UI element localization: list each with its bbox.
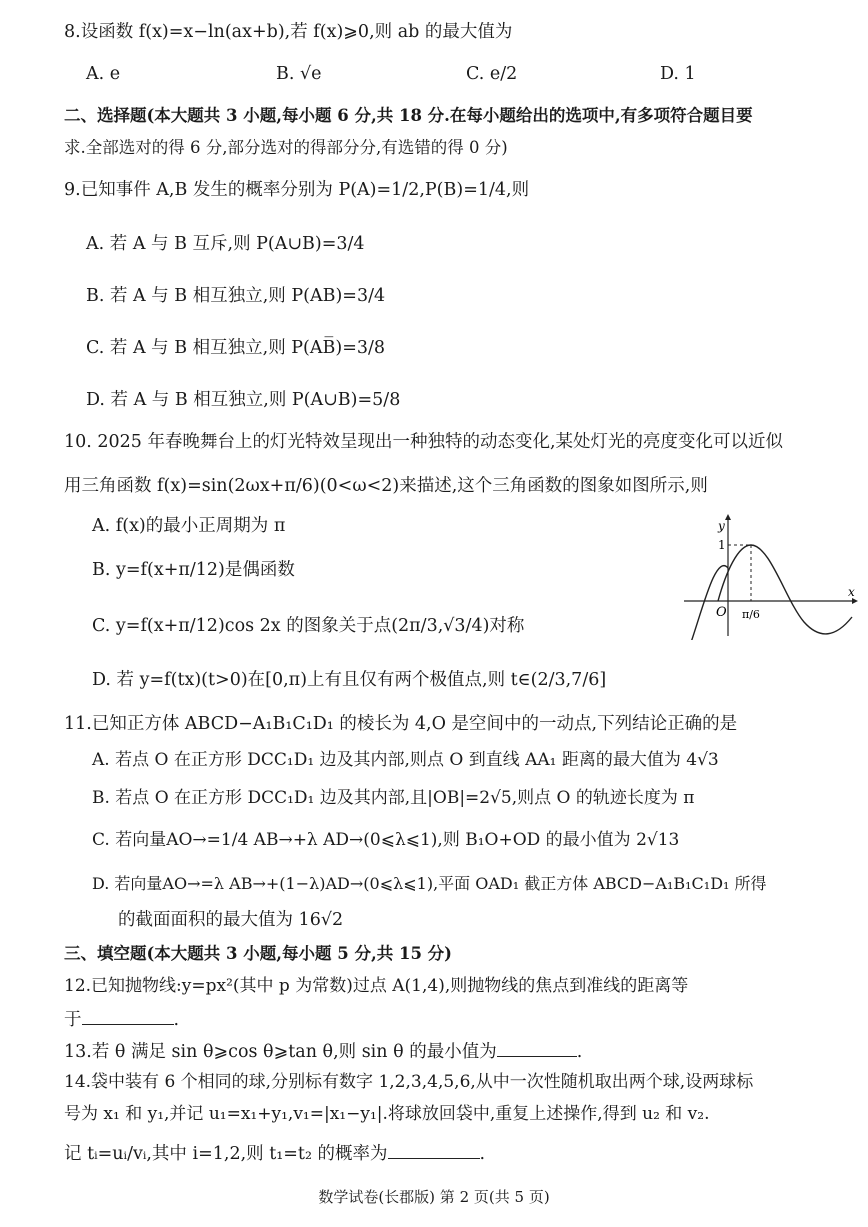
section3-heading: 三、填空题(本大题共 3 小题,每小题 5 分,共 15 分) bbox=[64, 944, 452, 963]
graph-origin-label: O bbox=[716, 605, 727, 620]
q8-option-b: B. √e bbox=[276, 64, 322, 84]
q9-option-d: D. 若 A 与 B 相互独立,则 P(A∪B)=5/8 bbox=[86, 390, 401, 410]
q8-option-c: C. e/2 bbox=[466, 64, 518, 84]
q14-stem-line1: 14.袋中装有 6 个相同的球,分别标有数字 1,2,3,4,5,6,从中一次性随机取出两个球,设两球标 bbox=[64, 1072, 754, 1092]
q10-option-d: D. 若 y=f(tx)(t>0)在[0,π)上有且仅有两个极值点,则 t∈(2/3,7/6] bbox=[92, 670, 607, 690]
sine-graph-figure bbox=[680, 512, 858, 640]
q10-option-b: B. y=f(x+π/12)是偶函数 bbox=[92, 560, 295, 580]
graph-peak-label: 1 bbox=[718, 538, 726, 552]
q12-stem-line2: 于 . bbox=[64, 1006, 179, 1032]
q14-line3: 记 tᵢ=uᵢ/vᵢ,其中 i=1,2,则 t₁=t₂ 的概率为 . bbox=[64, 1140, 485, 1166]
q10-stem-line1: 10. 2025 年春晚舞台上的灯光特效呈现出一种独特的动态变化,某处灯光的亮度变化可以近似 bbox=[64, 432, 784, 452]
page-footer: 数学试卷(长郡版) 第 2 页(共 5 页) bbox=[318, 1188, 550, 1206]
q12-answer-blank[interactable] bbox=[82, 1006, 174, 1025]
q13-answer-blank[interactable] bbox=[497, 1038, 577, 1057]
q11-option-b: B. 若点 O 在正方形 DCC₁D₁ 边及其内部,且|OB|=2√5,则点 O 的轨迹长度为 π bbox=[92, 788, 695, 808]
graph-y-axis-arrow-icon bbox=[725, 514, 731, 520]
q11-option-a: A. 若点 O 在正方形 DCC₁D₁ 边及其内部,则点 O 到直线 AA₁ 距离的最大值为 4√3 bbox=[92, 750, 719, 770]
q10-option-c: C. y=f(x+π/12)cos 2x 的图象关于点(2π/3,√3/4)对称 bbox=[92, 616, 525, 636]
graph-tick-label: π/6 bbox=[742, 608, 760, 621]
q10-stem-line2: 用三角函数 f(x)=sin(2ωx+π/6)(0<ω<2)来描述,这个三角函数的图象如图所示,则 bbox=[64, 476, 708, 496]
q11-stem: 11.已知正方体 ABCD−A₁B₁C₁D₁ 的棱长为 4,O 是空间中的一动点,下列结论正确的是 bbox=[64, 714, 738, 734]
q8-option-d: D. 1 bbox=[660, 64, 696, 84]
graph-x-label: x bbox=[848, 585, 855, 599]
q14-stem-line3: 记 tᵢ=uᵢ/vᵢ,其中 i=1,2,则 t₁=t₂ 的概率为 bbox=[64, 1144, 388, 1164]
q12-stem-line2-text: 于 bbox=[64, 1010, 82, 1030]
q11-option-d-continued: 的截面面积的最大值为 16√2 bbox=[118, 910, 344, 930]
q9-stem: 9.已知事件 A,B 发生的概率分别为 P(A)=1/2,P(B)=1/4,则 bbox=[64, 180, 530, 200]
q8-option-a: A. e bbox=[86, 64, 121, 84]
q13-stem: 13.若 θ 满足 sin θ⩾cos θ⩾tan θ,则 sin θ 的最小值为 bbox=[64, 1042, 497, 1062]
graph-y-label: y bbox=[718, 519, 725, 533]
q9-option-a: A. 若 A 与 B 互斥,则 P(A∪B)=3/4 bbox=[86, 234, 365, 254]
q11-option-c: C. 若向量AO→=1/4 AB→+λ AD→(0⩽λ⩽1),则 B₁O+OD 的最小值为 2√13 bbox=[92, 830, 680, 850]
q9-option-b: B. 若 A 与 B 相互独立,则 P(AB)=3/4 bbox=[86, 286, 386, 306]
q14-answer-blank[interactable] bbox=[388, 1140, 480, 1159]
q11-option-d: D. 若向量AO→=λ AB→+(1−λ)AD→(0⩽λ⩽1),平面 OAD₁ 截正方体 ABCD−A₁B₁C₁D₁ 所得 bbox=[92, 874, 767, 893]
graph-sine-curve bbox=[684, 545, 852, 640]
q14-stem-line2: 号为 x₁ 和 y₁,并记 u₁=x₁+y₁,v₁=|x₁−y₁|.将球放回袋中,重复上述操作,得到 u₂ 和 v₂. bbox=[64, 1104, 710, 1124]
q12-stem-line1: 12.已知抛物线:y=px²(其中 p 为常数)过点 A(1,4),则抛物线的焦点到准线的距离等 bbox=[64, 976, 689, 996]
q8-stem: 8.设函数 f(x)=x−ln(ax+b),若 f(x)⩾0,则 ab 的最大值为 bbox=[64, 22, 513, 42]
section2-heading-line2: 求.全部选对的得 6 分,部分选对的得部分分,有选错的得 0 分) bbox=[64, 138, 508, 157]
q9-option-c: C. 若 A 与 B 相互独立,则 P(AB̅)=3/8 bbox=[86, 338, 386, 358]
q10-option-a: A. f(x)的最小正周期为 π bbox=[92, 516, 286, 536]
q13-line: 13.若 θ 满足 sin θ⩾cos θ⩾tan θ,则 sin θ 的最小值为 . bbox=[64, 1038, 582, 1064]
section2-heading-line1: 二、选择题(本大题共 3 小题,每小题 6 分,共 18 分.在每小题给出的选项中,有多项符合题目要 bbox=[64, 106, 753, 125]
